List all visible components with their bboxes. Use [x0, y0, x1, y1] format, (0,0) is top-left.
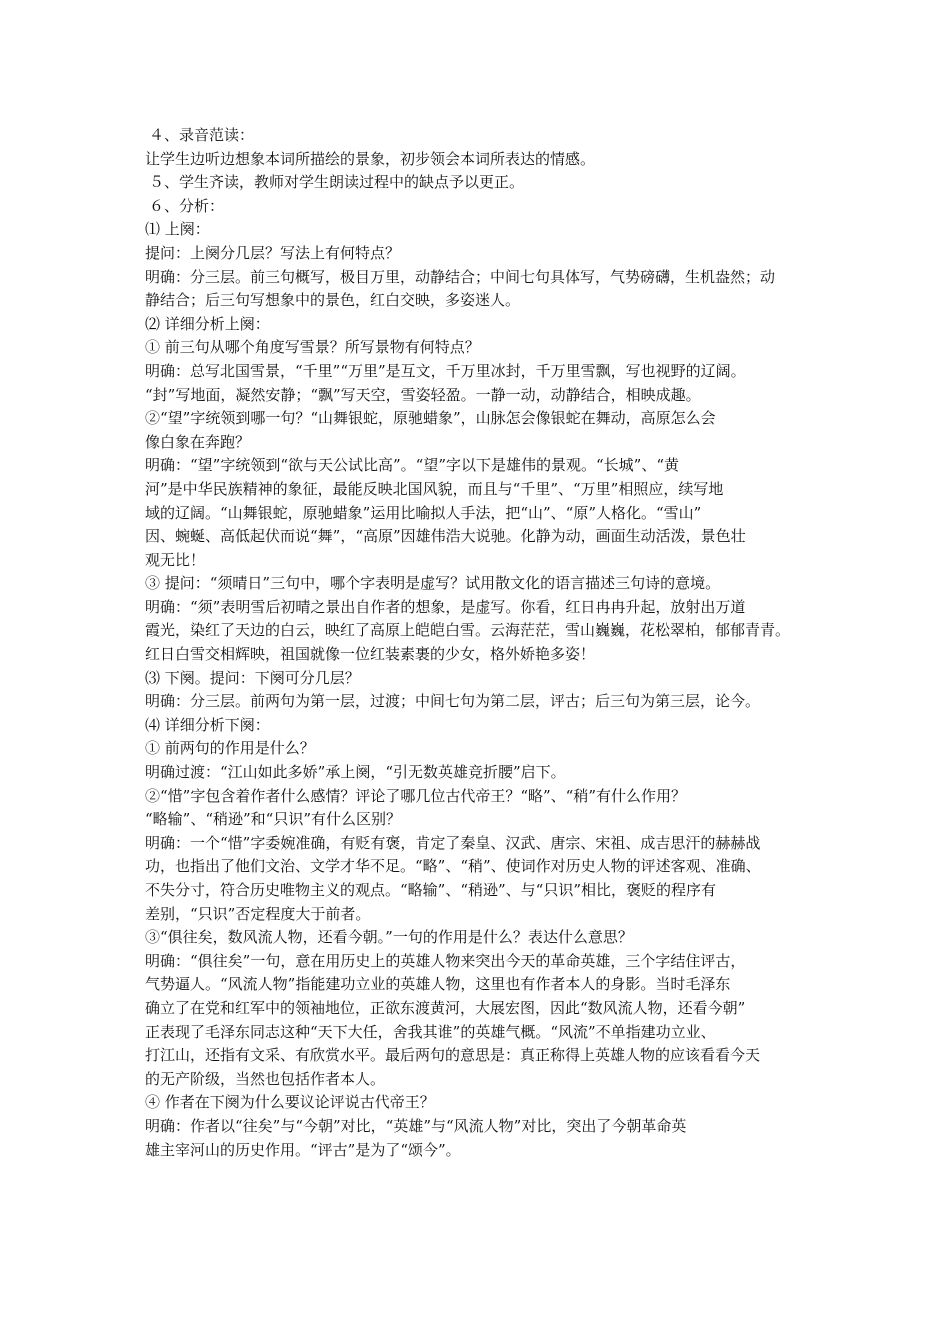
answer-line: 正表现了毛泽东同志这种“天下大任，舍我其谁”的英雄气概。“风流”不单指建功立业、: [145, 1022, 716, 1041]
answer-line: 差别，“只识”否定程度大于前者。: [145, 904, 371, 923]
question-line: ③ 提问：“须晴日”三句中，哪个字表明是虚写？试用散文化的语言描述三句诗的意境。: [145, 574, 721, 593]
question-line: ②“惜”字包含着作者什么感情？评论了哪几位古代帝王？“略”、“稍”有什么作用？: [145, 786, 687, 805]
section-upper-detail-heading: ⑵ 详细分析上阕：: [145, 314, 270, 333]
answer-line: 霞光，染红了天边的白云，映红了高原上皑皑白雪。云海茫茫，雪山巍巍，花松翠柏，郁郁青青。: [145, 621, 791, 640]
document-body: [145, 124, 810, 1162]
section-lower-detail-heading: ⑷ 详细分析下阕：: [145, 715, 270, 734]
answer-line: 静结合；后三句写想象中的景色，红白交映，多姿迷人。: [145, 291, 521, 310]
question-line: ④ 作者在下阕为什么要议论评说古代帝王？: [145, 1093, 435, 1112]
section-lower-heading: ⑶ 下阕。提问：下阕可分几层？: [145, 668, 360, 687]
answer-line: 红日白雪交相辉映，祖国就像一位红装素裹的少女，格外娇艳多姿！: [145, 645, 596, 664]
answer-line: 明确：“俱往矣”一句，意在用历史上的英雄人物来突出今天的革命英雄，三个字结住评古，: [145, 951, 746, 970]
answer-line: 功，也指出了他们文治、文学才华不足。“略”、“稍”、使词作对历史人物的评述客观、准确、: [145, 857, 761, 876]
answer-line: 明确：一个“惜”字委婉准确，有贬有褒，肯定了秦皇、汉武、唐宗、宋祖、成吉思汗的赫赫战: [145, 833, 761, 852]
answer-line: 明确：总写北国雪景，“千里”“万里”是互文，千万里冰封，千万里雪飘，写也视野的辽阔。: [145, 361, 746, 380]
answer-line: 明确：“须”表明雪后初晴之景出自作者的想象，是虚写。你看，红日冉冉升起，放射出万道: [145, 597, 746, 616]
step-5-heading: ５、学生齐读，教师对学生朗读过程中的缺点予以更正。: [149, 173, 525, 192]
answer-line: 打江山，还指有文采、有欣赏水平。最后两句的意思是：真正称得上英雄人物的应该看看今天: [145, 1046, 761, 1065]
question-line: “略输”、“稍逊”和“只识”有什么区别？: [145, 810, 402, 829]
question-line: ②“望”字统领到哪一句？“山舞银蛇，原驰蜡象”，山脉怎会像银蛇在舞动，高原怎么会: [145, 409, 716, 428]
answer-line: 明确：“望”字统领到“欲与天公试比高”。“望”字以下是雄伟的景观。“长城”、“黄: [145, 456, 680, 475]
question-line: 像白象在奔跑？: [145, 432, 251, 451]
answer-line: “封”写地面，凝然安静；“飘”写天空，雪姿轻盈。一静一动，动静结合，相映成趣。: [145, 385, 701, 404]
answer-line: 确立了在党和红军中的领袖地位，正欲东渡黄河，大展宏图，因此“数风流人物，还看今朝”: [145, 998, 746, 1017]
answer-line: 的无产阶级，当然也包括作者本人。: [145, 1069, 386, 1088]
step-6-heading: ６、分析：: [149, 196, 225, 215]
answer-line: 雄主宰河山的历史作用。“评古”是为了“颂今”。: [145, 1140, 461, 1159]
answer-line: 气势逼人。“风流人物”指能建功立业的英雄人物，这里也有作者本人的身影。当时毛泽东: [145, 975, 731, 994]
question-line: ③“俱往矣，数风流人物，还看今朝。”一句的作用是什么？表达什么意思？: [145, 928, 633, 947]
question-line: ① 前三句从哪个角度写雪景？所写景物有何特点？: [145, 338, 480, 357]
question-line: 提问：上阕分几层？写法上有何特点？: [145, 243, 401, 262]
answer-line: 域的辽阔。“山舞银蛇，原驰蜡象”运用比喻拟人手法，把“山”、“原”人格化。“雪山”: [145, 503, 702, 522]
answer-line: 明确过渡：“江山如此多娇”承上阕，“引无数英雄竞折腰”启下。: [145, 763, 566, 782]
answer-line: 不失分寸，符合历史唯物主义的观点。“略输”、“稍逊”、与“只识”相比，褒贬的程序有: [145, 881, 717, 899]
answer-line: 观无比！: [145, 550, 206, 569]
paragraph-line: 让学生边听边想象本词所描绘的景象，初步领会本词所表达的情感。: [145, 149, 596, 168]
step-4-heading: ４、录音范读：: [149, 126, 255, 144]
answer-line: 明确：分三层。前两句为第一层，过渡；中间七句为第二层，评古；后三句为第三层，论今。: [145, 692, 761, 711]
question-line: ① 前两句的作用是什么？: [145, 739, 315, 758]
answer-line: 明确：作者以“往矣”与“今朝”对比，“英雄”与“风流人物”对比，突出了今朝革命英: [145, 1116, 687, 1135]
answer-line: 因、蜿蜒、高低起伏而说“舞”，“高原”因雄伟浩大说驰。化静为动，画面生动活泼，景色壮: [145, 527, 746, 546]
answer-line: 明确：分三层。前三句概写，极目万里，动静结合；中间七句具体写，气势磅礴，生机盎然；动: [145, 267, 776, 286]
section-upper-heading: ⑴ 上阕：: [145, 220, 210, 239]
answer-line: 河”是中华民族精神的象征，最能反映北国风貌，而且与“千里”、“万里”相照应，续写地: [145, 479, 724, 498]
